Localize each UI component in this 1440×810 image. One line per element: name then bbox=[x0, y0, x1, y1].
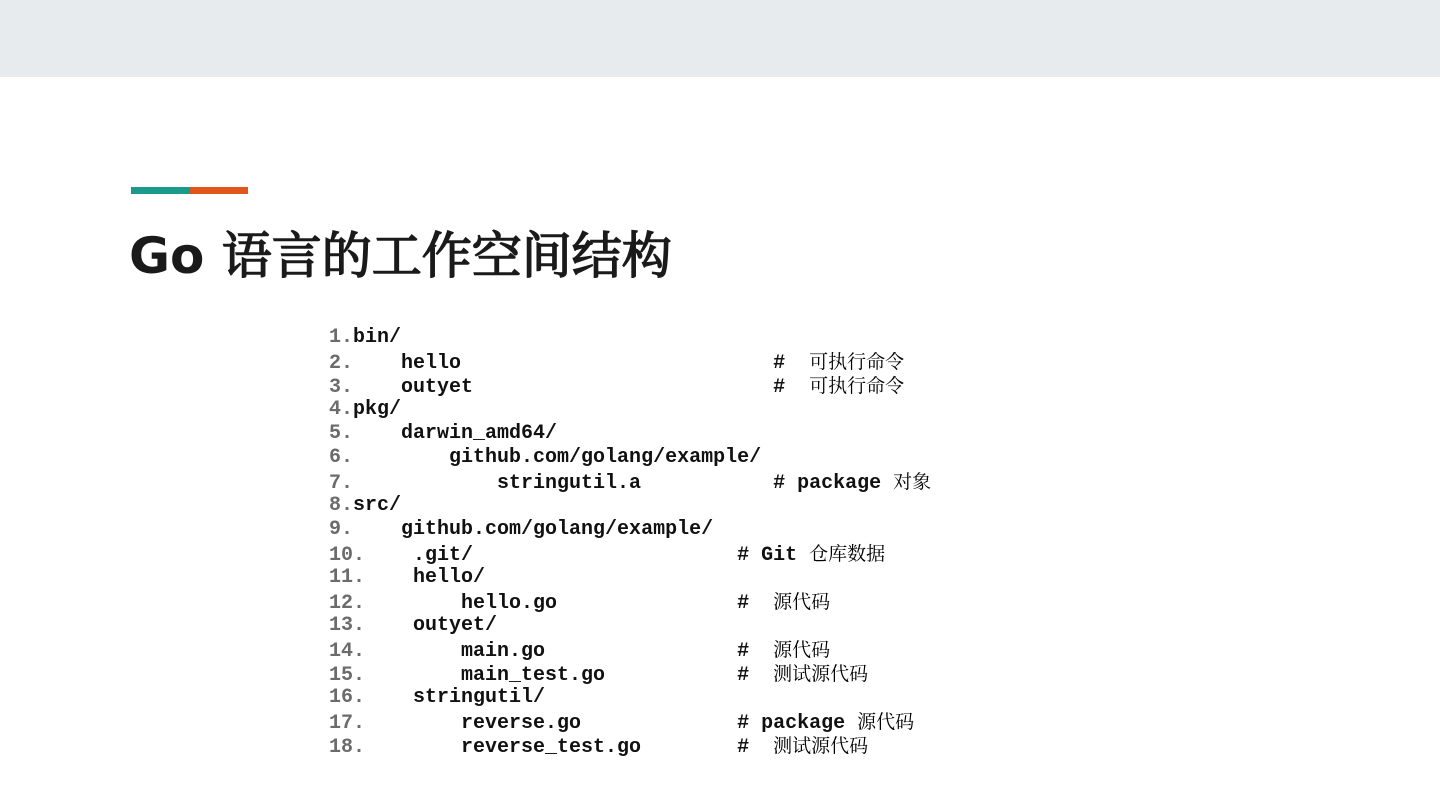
code-comment: # bbox=[737, 664, 774, 687]
accent-bar-teal bbox=[131, 187, 190, 194]
code-text: src/ bbox=[353, 494, 402, 517]
code-text: hello/ bbox=[365, 566, 486, 589]
code-line bbox=[329, 614, 931, 638]
code-comment: # bbox=[737, 736, 774, 759]
code-text: pkg/ bbox=[353, 398, 402, 421]
code-comment-text: 可执行命令 bbox=[809, 351, 905, 373]
code-comment-text: 可执行命令 bbox=[809, 375, 905, 397]
code-comment-text: 测试源代码 bbox=[773, 663, 869, 685]
code-comment: # Git bbox=[737, 544, 810, 567]
code-text: reverse_test.go bbox=[365, 736, 738, 759]
code-line bbox=[329, 662, 931, 686]
code-comment: # bbox=[737, 640, 774, 663]
code-comment: # bbox=[773, 376, 810, 399]
code-comment: # bbox=[737, 592, 774, 615]
code-text: main_test.go bbox=[365, 664, 738, 687]
code-comment-text: 仓库数据 bbox=[809, 543, 886, 565]
line-number: 7. bbox=[329, 472, 354, 495]
code-line bbox=[329, 566, 931, 590]
code-line bbox=[329, 542, 931, 566]
code-text: stringutil.a bbox=[353, 472, 774, 495]
code-text: outyet/ bbox=[365, 614, 498, 637]
code-line bbox=[329, 638, 931, 662]
code-text: hello.go bbox=[365, 592, 738, 615]
header-band bbox=[0, 0, 1440, 77]
code-text: darwin_amd64/ bbox=[353, 422, 558, 445]
code-comment-text: 源代码 bbox=[773, 639, 831, 661]
line-number: 17. bbox=[329, 712, 366, 735]
code-line bbox=[329, 590, 931, 614]
code-line bbox=[329, 398, 931, 422]
code-line bbox=[329, 446, 931, 470]
code-text: reverse.go bbox=[365, 712, 738, 735]
line-number: 16. bbox=[329, 686, 366, 709]
code-comment: # package bbox=[737, 712, 858, 735]
line-number: 15. bbox=[329, 664, 366, 687]
code-line bbox=[329, 326, 931, 350]
code-line bbox=[329, 710, 931, 734]
code-text: github.com/golang/example/ bbox=[353, 518, 714, 541]
line-number: 18. bbox=[329, 736, 366, 759]
line-number: 9. bbox=[329, 518, 354, 541]
code-text: hello bbox=[353, 352, 774, 375]
code-line bbox=[329, 422, 931, 446]
code-line bbox=[329, 374, 931, 398]
code-line bbox=[329, 686, 931, 710]
line-number: 8. bbox=[329, 494, 354, 517]
line-number: 2. bbox=[329, 352, 354, 375]
line-number: 4. bbox=[329, 398, 354, 421]
code-comment-text: 对象 bbox=[893, 471, 932, 493]
line-number: 13. bbox=[329, 614, 366, 637]
code-line bbox=[329, 470, 931, 494]
line-number: 11. bbox=[329, 566, 366, 589]
code-line bbox=[329, 350, 931, 374]
code-comment-text: 源代码 bbox=[773, 591, 831, 613]
code-block bbox=[329, 326, 931, 758]
code-line bbox=[329, 494, 931, 518]
line-number: 1. bbox=[329, 326, 354, 349]
accent-bar-orange bbox=[190, 187, 248, 194]
code-comment-text: 测试源代码 bbox=[773, 735, 869, 757]
code-comment-text: 源代码 bbox=[857, 711, 915, 733]
code-text: stringutil/ bbox=[365, 686, 546, 709]
code-text: bin/ bbox=[353, 326, 402, 349]
line-number: 10. bbox=[329, 544, 366, 567]
code-text: main.go bbox=[365, 640, 738, 663]
line-number: 6. bbox=[329, 446, 354, 469]
line-number: 14. bbox=[329, 640, 366, 663]
line-number: 3. bbox=[329, 376, 354, 399]
code-text: github.com/golang/example/ bbox=[353, 446, 762, 469]
line-number: 12. bbox=[329, 592, 366, 615]
code-line bbox=[329, 518, 931, 542]
code-comment: # bbox=[773, 352, 810, 375]
slide-title: Go 语言的工作空间结构 bbox=[129, 227, 672, 285]
code-comment: # package bbox=[773, 472, 894, 495]
code-text: outyet bbox=[353, 376, 774, 399]
line-number: 5. bbox=[329, 422, 354, 445]
code-line bbox=[329, 734, 931, 758]
code-text: .git/ bbox=[365, 544, 738, 567]
